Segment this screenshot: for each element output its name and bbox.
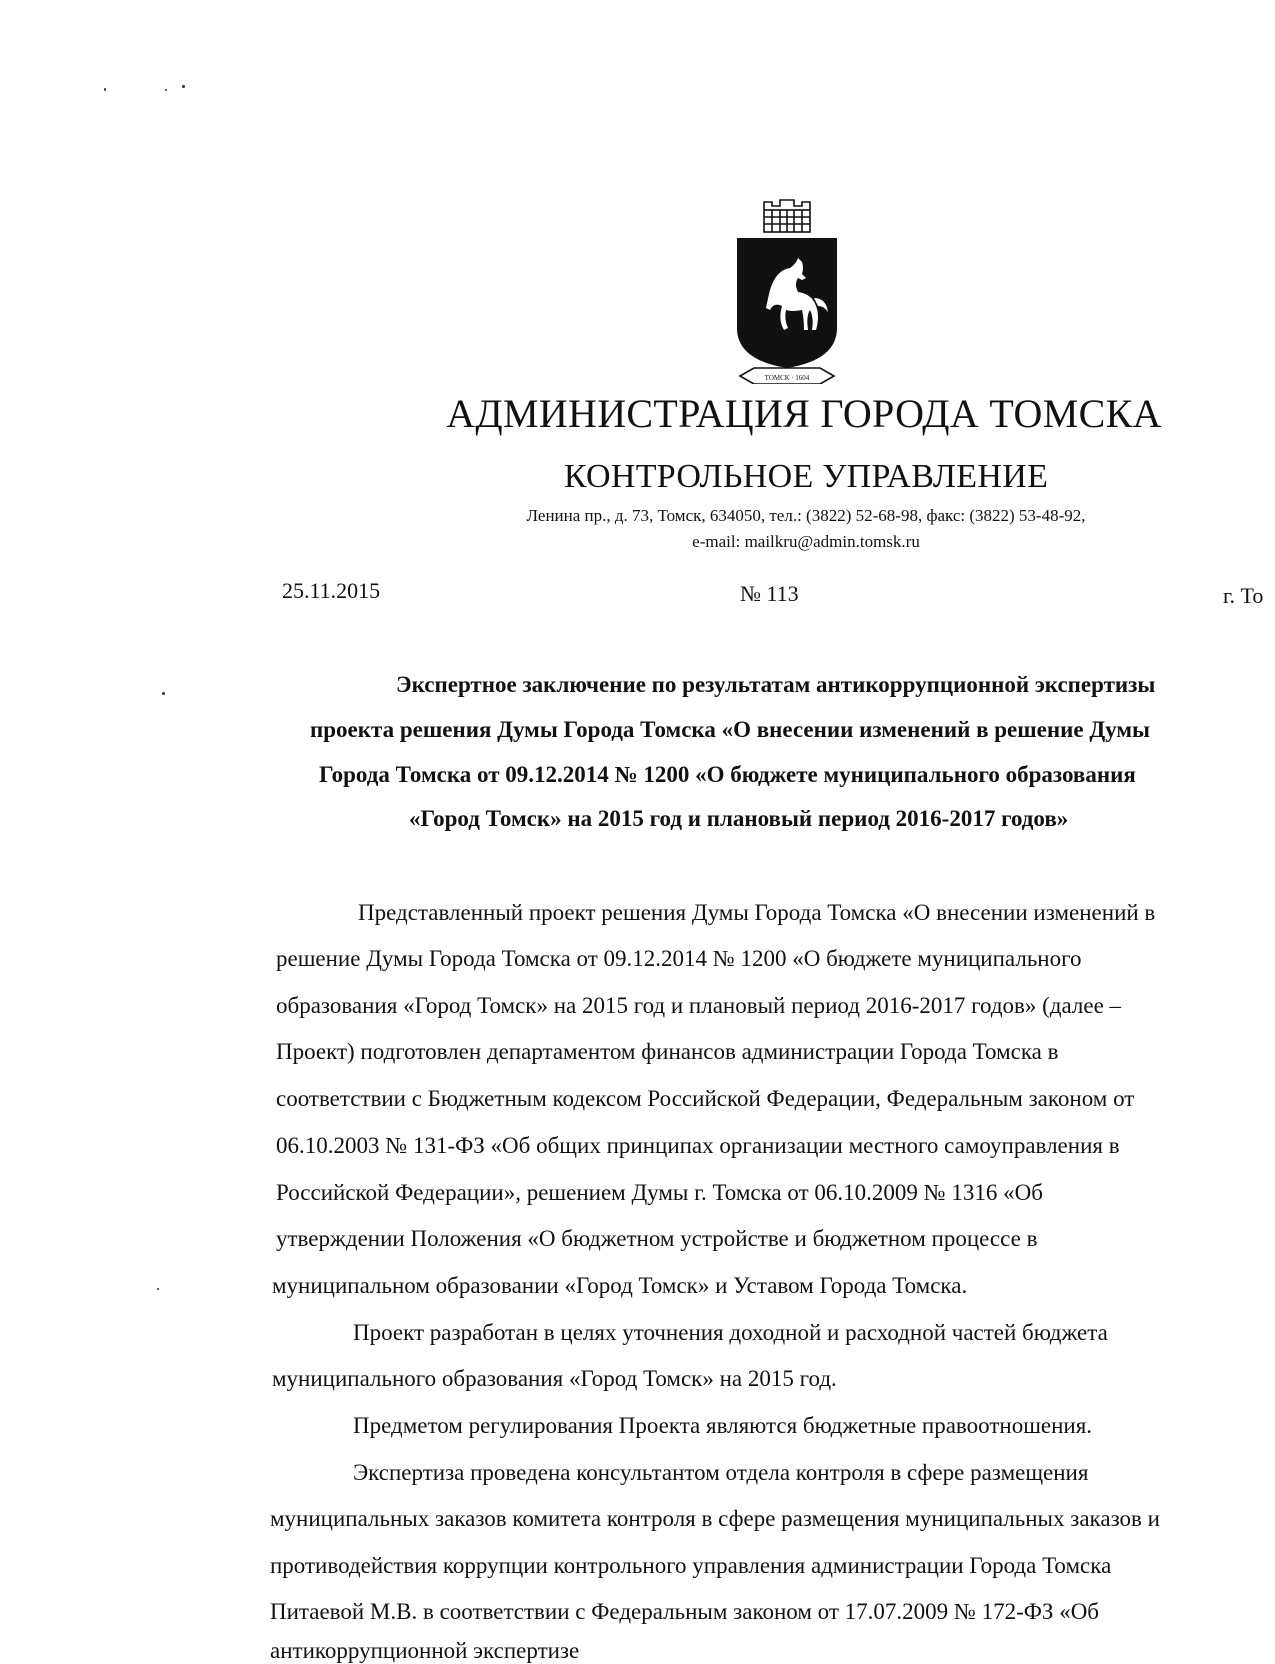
- title-line: Города Томска от 09.12.2014 № 1200 «О бюджете муниципального образования: [319, 762, 1136, 787]
- body-line: утверждении Положения «О бюджетном устройстве и бюджетном процессе в: [276, 1226, 1038, 1251]
- svg-text:ТОМСК · 1604: ТОМСК · 1604: [764, 374, 810, 382]
- body-line: муниципальных заказов комитета контроля в сфере размещения муниципальных заказов и: [270, 1506, 1160, 1531]
- organization-name: АДМИНИСТРАЦИЯ ГОРОДА ТОМСКА: [446, 391, 1162, 436]
- contact-block: [0, 503, 1275, 555]
- title-line: проекта решения Думы Города Томска «О внесении изменений в решение Думы: [310, 717, 1150, 742]
- tomsk-coat-of-arms-icon: [732, 198, 842, 384]
- scan-speck: [165, 89, 167, 91]
- title-line: «Город Томск» на 2015 год и плановый период 2016-2017 годов»: [409, 806, 1069, 831]
- body-line: образования «Город Томск» на 2015 год и плановый период 2016-2017 годов» (далее –: [276, 993, 1122, 1018]
- body-line: муниципального образования «Город Томск» на 2015 год.: [272, 1366, 837, 1391]
- body-line: антикоррупционной экспертизе: [270, 1638, 580, 1663]
- body-line: Экспертиза проведена консультантом отдела контроля в сфере размещения: [353, 1460, 1089, 1485]
- department-name: КОНТРОЛЬНОЕ УПРАВЛЕНИЕ: [563, 458, 1049, 495]
- document-date: 25.11.2015: [282, 578, 381, 603]
- body-line: Проект разработан в целях уточнения доходной и расходной частей бюджета: [353, 1320, 1108, 1345]
- body-line: 06.10.2003 № 131-ФЗ «Об общих принципах организации местного самоуправления в: [276, 1133, 1120, 1158]
- body-line: противодействия коррупции контрольного управления администрации Города Томска: [270, 1553, 1112, 1578]
- document-number: № 113: [740, 581, 799, 606]
- document-city: г. То: [1223, 583, 1264, 608]
- scan-speck: [162, 692, 165, 695]
- body-line: Проект) подготовлен департаментом финансов администрации Города Томска в: [276, 1039, 1059, 1064]
- title-line: Экспертное заключение по результатам антикоррупционной экспертизы: [396, 672, 1156, 697]
- scan-speck: [157, 1288, 159, 1290]
- body-line: Российской Федерации», решением Думы г. Томска от 06.10.2009 № 1316 «Об: [276, 1180, 1043, 1205]
- scan-speck: [104, 88, 106, 91]
- scan-speck: [182, 85, 185, 88]
- address-line: Ленина пр., д. 73, Томск, 634050, тел.: (3822) 52-68-98, факс: (3822) 53-48-92,: [526, 506, 1086, 525]
- body-line: Предметом регулирования Проекта являются бюджетные правоотношения.: [353, 1413, 1093, 1438]
- body-line: Представленный проект решения Думы Города Томска «О внесении изменений в: [358, 900, 1156, 925]
- body-line: решение Думы Города Томска от 09.12.2014 № 1200 «О бюджете муниципального: [276, 946, 1082, 971]
- body-line: соответствии с Бюджетным кодексом Российской Федерации, Федеральным законом от: [276, 1086, 1135, 1111]
- email-line: e-mail: mailkru@admin.tomsk.ru: [692, 532, 920, 551]
- body-line: муниципальном образовании «Город Томск» и Уставом Города Томска.: [272, 1273, 968, 1298]
- body-line: Питаевой М.В. в соответствии с Федеральным законом от 17.07.2009 № 172-ФЗ «Об: [270, 1599, 1100, 1624]
